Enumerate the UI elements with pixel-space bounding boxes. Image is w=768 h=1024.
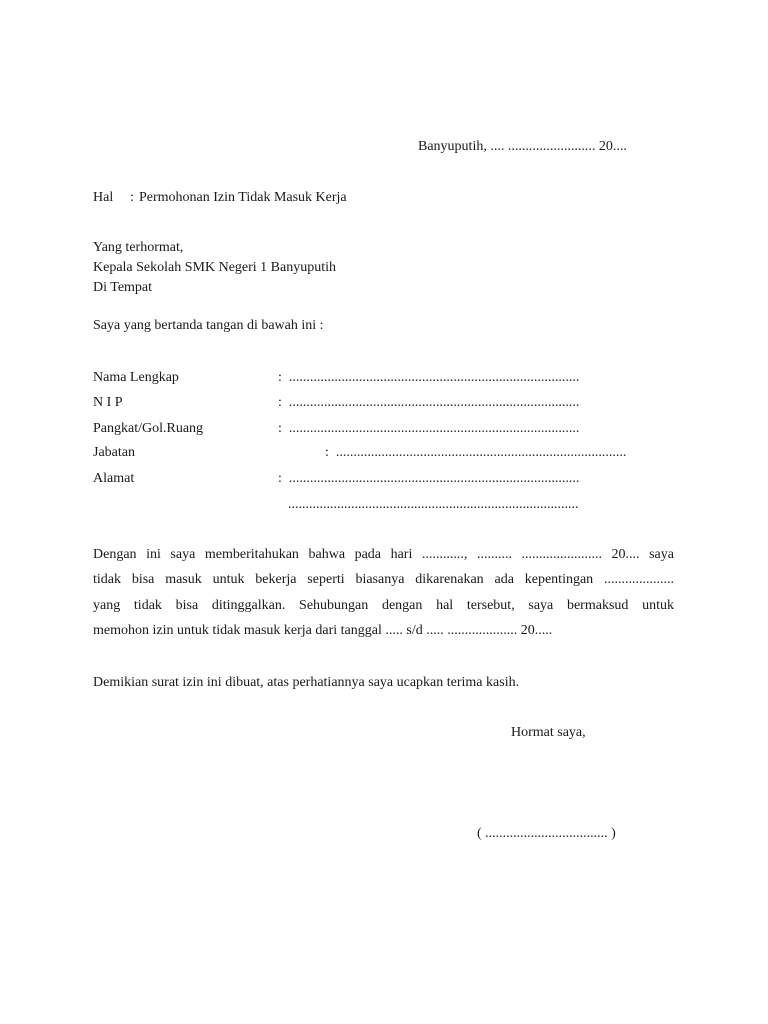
field-label-alamat: Alamat [93,471,135,486]
body-line: tidak bisa masuk untuk bekerja seperti biasanya dikarenakan ada kepentingan .................... [93,572,674,588]
field-value-jabatan: : ................................................................................... [325,445,627,460]
closing-text: Demikian surat izin ini dibuat, atas perhatiannya saya ucapkan terima kasih. [93,675,520,690]
signoff: Hormat saya, [511,725,586,740]
field-label-nip: N I P [93,395,123,410]
body-line: Dengan ini saya memberitahukan bahwa pada hari ............, .......... ....................... 20.... saya [93,547,674,562]
recipient-name: Kepala Sekolah SMK Negeri 1 Banyuputih [93,260,337,275]
body-paragraph [93,542,674,643]
signature-line: ( ................................... ) [477,826,616,841]
subject-label: Hal [93,190,114,205]
field-value-alamat: : ................................................................................... [278,471,580,486]
intro-text: Saya yang bertanda tangan di bawah ini : [93,318,324,333]
field-label-pangkat: Pangkat/Gol.Ruang [93,421,204,436]
field-label-nama: Nama Lengkap [93,370,179,385]
place-date: Banyuputih, .... ......................... 20.... [418,139,627,154]
body-line: memohon izin untuk tidak masuk kerja dari tanggal ..... s/d ..... .................... 20..... [93,622,553,638]
body-line: yang tidak bisa ditinggalkan. Sehubungan dengan hal tersebut, saya bermaksud untuk [93,597,674,613]
field-value-nip: : ................................................................................... [278,395,580,410]
recipient-greeting: Yang terhormat, [93,240,184,255]
field-label-jabatan: Jabatan [93,445,135,460]
address-continuation: ................................................................................... [288,497,579,512]
subject-separator: : [130,190,134,205]
recipient-location: Di Tempat [93,280,153,295]
field-value-pangkat: : ................................................................................... [278,421,580,436]
field-value-nama: : ................................................................................... [278,370,580,385]
subject-text: Permohonan Izin Tidak Masuk Kerja [139,190,347,205]
